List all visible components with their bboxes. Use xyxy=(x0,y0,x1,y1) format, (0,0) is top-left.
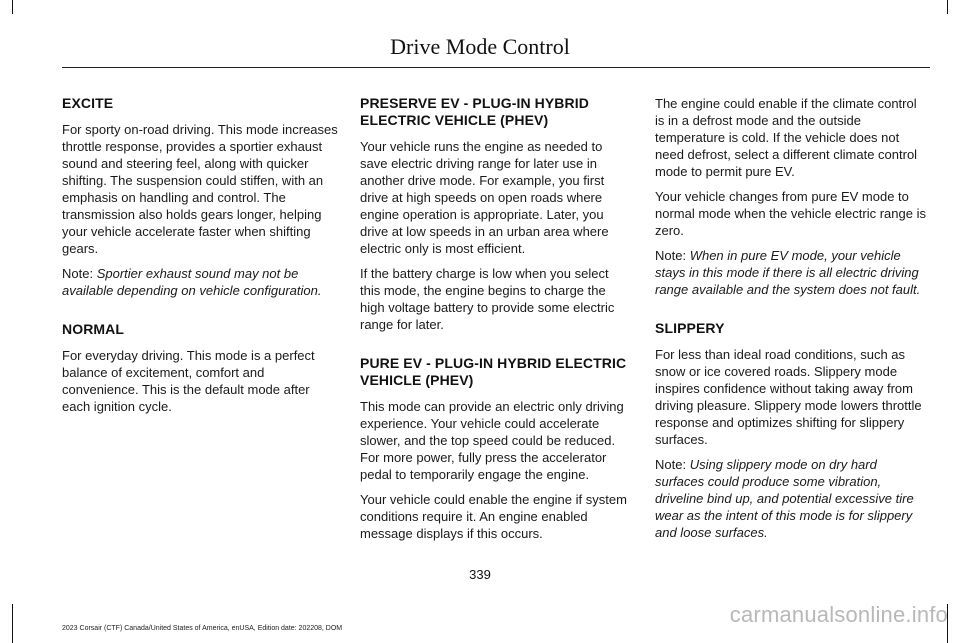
edition-footer: 2023 Corsair (CTF) Canada/United States of America, enUSA, Edition date: 202208, DOM xyxy=(62,625,343,632)
page-title: Drive Mode Control xyxy=(390,34,570,59)
excite-heading: EXCITE xyxy=(62,95,114,111)
note-label: Note: xyxy=(655,457,687,472)
pure-ev-heading: PURE EV - PLUG-IN HYBRID ELECTRIC VEHICLE (PHEV) xyxy=(360,355,627,388)
normal-body: For everyday driving. This mode is a perfect balance of excitement, comfort and convenience. This is the default mode after each ignition cycle. xyxy=(62,348,315,414)
pure-ev-body-2: Your vehicle could enable the engine if system conditions require it. An engine enabled message displays if this occurs. xyxy=(360,492,627,541)
column-middle xyxy=(360,95,632,550)
slippery-body: For less than ideal road conditions, such as snow or ice covered roads. Slippery mode inspires confidence without taking away from driving pleasure. Slippery mode lowers throttle response and optimizes shifting for slippery surfaces. xyxy=(655,347,922,447)
slippery-note xyxy=(655,456,929,541)
preserve-ev-body-2: If the battery charge is low when you select this mode, the engine begins to charge the high voltage battery to provide some electric range for later. xyxy=(360,266,615,332)
note-text: Sportier exhaust sound may not be available depending on vehicle configuration. xyxy=(62,266,322,298)
crop-mark-top-left xyxy=(12,0,13,14)
excite-note xyxy=(62,265,338,299)
header-divider xyxy=(62,67,930,68)
note-text: Using slippery mode on dry hard surfaces could produce some vibration, driveline bind up, and potential excessive tire wear as the intent of this mode is for slippery and loose surfaces. xyxy=(655,457,914,540)
note-text: When in pure EV mode, your vehicle stays in this mode if there is all electric driving range available and the system does not fault. xyxy=(655,248,921,297)
normal-heading: NORMAL xyxy=(62,321,125,337)
column-right xyxy=(655,95,929,549)
pure-ev-body-4: Your vehicle changes from pure EV mode to normal mode when the vehicle electric range is zero. xyxy=(655,189,926,238)
pure-ev-note xyxy=(655,247,929,298)
crop-mark-top-right xyxy=(947,0,948,14)
preserve-ev-body-1: Your vehicle runs the engine as needed to save electric driving range for later use in another drive mode. For example, you first drive at high speeds on open roads where engine operation is appropriate. Later, you drive at low speeds in an urban area where electric only is most efficient. xyxy=(360,139,609,256)
excite-body: For sporty on-road driving. This mode increases throttle response, provides a sportier exhaust sound and steering feel, along with quicker shifting. The suspension could stiffen, with an emphasis on handling and control. The transmission also holds gears longer, helping your vehicle accelerate faster when shifting gears. xyxy=(62,122,338,256)
pure-ev-body-3: The engine could enable if the climate control is in a defrost mode and the outside temperature is cold. If the vehicle does not need defrost, select a different climate control mode to permit pure EV. xyxy=(655,96,918,179)
column-left xyxy=(62,95,338,423)
pure-ev-body-1: This mode can provide an electric only driving experience. Your vehicle could accelerate slower, and the top speed could be reduced. For more power, fully press the accelerator pedal to temporarily engage the engine. xyxy=(360,399,624,482)
watermark: carmanualsonline.info xyxy=(729,602,948,627)
note-label: Note: xyxy=(655,248,687,263)
preserve-ev-heading: PRESERVE EV - PLUG-IN HYBRID ELECTRIC VEHICLE (PHEV) xyxy=(360,95,589,128)
note-label: Note: xyxy=(62,266,94,281)
crop-mark-bottom-left xyxy=(12,604,13,643)
slippery-heading: SLIPPERY xyxy=(655,320,725,336)
page-number: 339 xyxy=(469,567,491,582)
